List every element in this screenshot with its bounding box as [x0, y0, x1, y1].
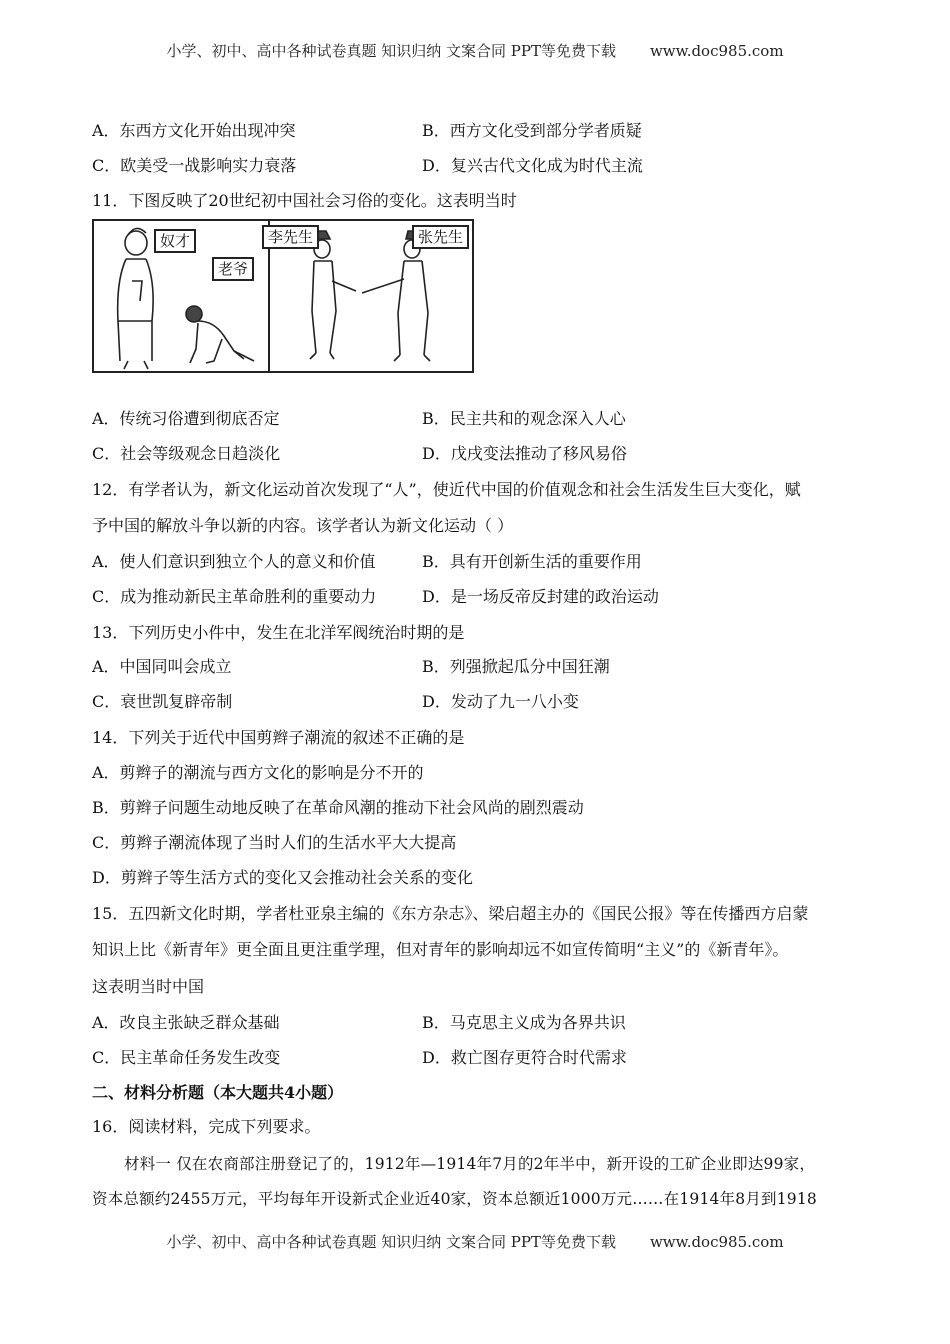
footer-text: 小学、初中、高中各种试卷真题 知识归纳 文案合同 PPT等免费下载 — [166, 1233, 616, 1251]
label-li: 李先生 — [262, 225, 319, 249]
q14-option-a: A．剪辫子的潮流与西方文化的影响是分不开的 — [92, 763, 424, 782]
q14-option-c: C．剪辫子潮流体现了当时人们的生活水平大大提高 — [92, 833, 457, 852]
label-zhang: 张先生 — [412, 225, 469, 249]
q13-option-b: B．列强掀起瓜分中国狂潮 — [422, 657, 610, 676]
label-laoye: 老爷 — [212, 257, 254, 281]
q14-option-b: B．剪辫子问题生动地反映了在革命风潮的推动下社会风尚的剧烈震动 — [92, 798, 584, 817]
q14-stem: 14．下列关于近代中国剪辫子潮流的叙述不正确的是 — [92, 728, 465, 747]
q11-option-b: B．民主共和的观念深入人心 — [422, 409, 626, 428]
q15-stem-line1: 15．五四新文化时期，学者杜亚泉主编的《东方杂志》、梁启超主办的《国民公报》等在传播西方启蒙 — [92, 904, 809, 923]
q12-option-b: B．具有开创新生活的重要作用 — [422, 552, 642, 571]
q12-option-d: D．是一场反帝反封建的政治运动 — [422, 587, 659, 606]
q12-stem-line1: 12．有学者认为，新文化运动首次发现了“人”，使近代中国的价值观念和社会生活发生巨大变化，赋 — [92, 480, 801, 499]
q10-option-b: B．西方文化受到部分学者质疑 — [422, 121, 642, 140]
q13-option-d: D．发动了九一八小变 — [422, 692, 579, 711]
q12-stem-line2: 予中国的解放斗争以新的内容。该学者认为新文化运动（ ） — [92, 516, 514, 535]
section-title: 二、材料分析题（本大题共4小题） — [92, 1083, 344, 1102]
q16-stem: 16．阅读材料，完成下列要求。 — [92, 1117, 321, 1136]
page-header — [0, 40, 950, 61]
q15-option-d: D．救亡图存更符合时代需求 — [422, 1048, 627, 1067]
q15-option-a: A．改良主张缺乏群众基础 — [92, 1013, 280, 1032]
q12-option-a: A．使人们意识到独立个人的意义和价值 — [92, 552, 376, 571]
q15-option-c: C．民主革命任务发生改变 — [92, 1048, 281, 1067]
footer-url[interactable]: www.doc985.com — [649, 1233, 784, 1251]
label-nucai: 奴才 — [154, 229, 196, 253]
q10-option-d: D．复兴古代文化成为时代主流 — [422, 156, 643, 175]
q15-option-b: B．马克思主义成为各界共识 — [422, 1013, 626, 1032]
page-footer — [0, 1231, 950, 1252]
q12-option-c: C．成为推动新民主革命胜利的重要动力 — [92, 587, 377, 606]
handshake-figures — [310, 231, 430, 361]
q13-stem: 13．下列历史小件中，发生在北洋军阀统治时期的是 — [92, 623, 465, 642]
q16-material1-line2: 资本总额约2455万元，平均每年开设新式企业近40家，资本总额近1000万元……在1914年8月到1918 — [92, 1190, 817, 1208]
q13-option-a: A．中国同叫会成立 — [92, 657, 232, 676]
q15-stem-line3: 这表明当时中国 — [92, 977, 205, 996]
q13-option-c: C．衰世凯复辟帝制 — [92, 692, 233, 711]
header-url[interactable]: www.doc985.com — [649, 42, 784, 60]
q11-option-d: D．戊戌变法推动了移风易俗 — [422, 444, 627, 463]
q11-option-c: C．社会等级观念日趋淡化 — [92, 444, 281, 463]
q10-option-c: C．欧美受一战影响实力衰落 — [92, 156, 297, 175]
kneeling-figure — [186, 306, 254, 363]
header-text: 小学、初中、高中各种试卷真题 知识归纳 文案合同 PPT等免费下载 — [166, 42, 616, 60]
q14-option-d: D．剪辫子等生活方式的变化又会推动社会关系的变化 — [92, 868, 473, 887]
q11-option-a: A．传统习俗遭到彻底否定 — [92, 409, 280, 428]
q10-option-a: A．东西方文化开始出现冲突 — [92, 121, 296, 140]
q11-stem: 11．下图反映了20世纪初中国社会习俗的变化。这表明当时 — [92, 191, 517, 210]
q16-material1-line1: 材料一 仅在农商部注册登记了的，1912年—1914年7月的2年半中，新开设的工矿企业即达99家， — [124, 1155, 816, 1173]
q11-cartoon — [92, 219, 474, 373]
q15-stem-line2: 知识上比《新青年》更全面且更注重学理，但对青年的影响却远不如宣传简明“主义”的《新青年》。 — [92, 940, 789, 959]
official-figure — [118, 228, 153, 369]
